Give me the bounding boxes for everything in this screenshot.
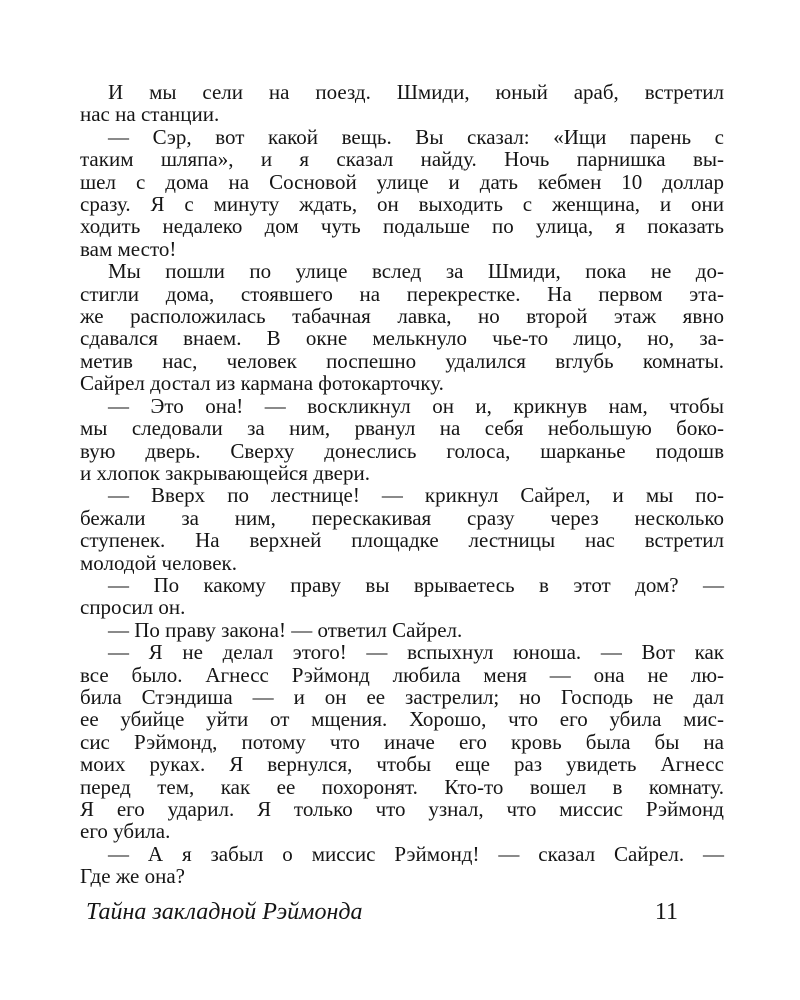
paragraph	[80, 641, 724, 843]
text-line: ее убийце уйти от мщения. Хорошо, что его убила мис-	[80, 707, 724, 732]
text-line: все было. Агнесс Рэймонд любила меня — она не лю-	[80, 662, 724, 687]
paragraph	[80, 395, 724, 485]
text-line: била Стэндиша — и он ее застрелил; но Господь не дал	[80, 684, 724, 709]
paragraph	[80, 126, 724, 260]
text-line: — По какому праву вы врываетесь в этот дом? —	[108, 572, 724, 597]
text-line: сис Рэймонд, потому что иначе его кровь была бы на	[80, 729, 724, 754]
text-line: мы следовали за ним, рванул на себя небольшую боко-	[80, 416, 724, 441]
paragraph	[80, 574, 724, 619]
paragraph	[80, 484, 724, 574]
text-line: — По праву закона! — ответил Сайрел.	[108, 617, 463, 642]
text-line: и хлопок закрывающейся двери.	[80, 460, 370, 485]
text-line: Мы пошли по улице вслед за Шмиди, пока не до-	[108, 259, 724, 284]
text-line: шел с дома на Сосновой улице и дать кебмен 10 доллар	[80, 169, 724, 194]
text-line: стигли дома, стоявшего на перекрестке. На первом эта-	[80, 281, 724, 306]
text-line: таким шляпа», и я сказал найду. Ночь парнишка вы-	[80, 147, 724, 172]
text-line: — А я забыл о миссис Рэймонд! — сказал Сайрел. —	[108, 841, 724, 866]
paragraph	[80, 81, 724, 126]
text-line: моих руках. Я вернулся, чтобы еще раз увидеть Агнесс	[80, 752, 724, 777]
body-text	[80, 81, 724, 888]
text-line: перед тем, как ее похоронят. Кто-то вошел в комнату.	[80, 774, 724, 799]
text-line: ступенек. На верхней площадке лестницы нас встретил	[80, 528, 724, 553]
text-line: нас на станции.	[80, 102, 220, 127]
text-line: ходить недалеко дом чуть подальше по улица, я показать	[80, 214, 724, 239]
text-line: молодой человек.	[80, 550, 237, 575]
text-line: вую дверь. Сверху донеслись голоса, шарканье подошв	[80, 438, 724, 463]
text-line: же расположилась табачная лавка, но второй этаж явно	[80, 304, 724, 329]
text-line: его убила.	[80, 819, 171, 844]
text-line: метив нас, человек поспешно удалился вглубь комнаты.	[80, 348, 724, 373]
text-line: Сайрел достал из кармана фотокарточку.	[80, 371, 444, 396]
text-line: — Сэр, вот какой вещь. Вы сказал: «Ищи парень с	[108, 124, 724, 149]
text-line: сдавался внаем. В окне мелькнуло чье-то лицо, но, за-	[80, 326, 724, 351]
text-line: спросил он.	[80, 595, 186, 620]
text-line: вам место!	[80, 236, 177, 261]
text-line: сразу. Я с минуту ждать, он выходить с женщина, и они	[80, 192, 724, 217]
text-line: — Это она! — воскликнул он и, крикнув нам, чтобы	[108, 393, 724, 418]
text-line: Я его ударил. Я только что узнал, что миссис Рэймонд	[80, 797, 724, 821]
text-line: Где же она?	[80, 864, 185, 889]
paragraph	[80, 619, 724, 641]
paragraph	[80, 843, 724, 888]
text-line: — Вверх по лестнице! — крикнул Сайрел, и мы по-	[108, 483, 724, 508]
book-page	[80, 81, 724, 926]
text-line: И мы сели на поезд. Шмиди, юный араб, встретил	[108, 80, 724, 104]
text-line: бежали за ним, перескакивая сразу через несколько	[80, 505, 724, 530]
page-footer	[80, 899, 724, 926]
text-line: — Я не делал этого! — вспыхнул юноша. — Вот как	[108, 640, 724, 665]
running-title: Тайна закладной Рэймонда	[86, 898, 363, 925]
paragraph	[80, 260, 724, 394]
page-number: 11	[654, 898, 678, 925]
